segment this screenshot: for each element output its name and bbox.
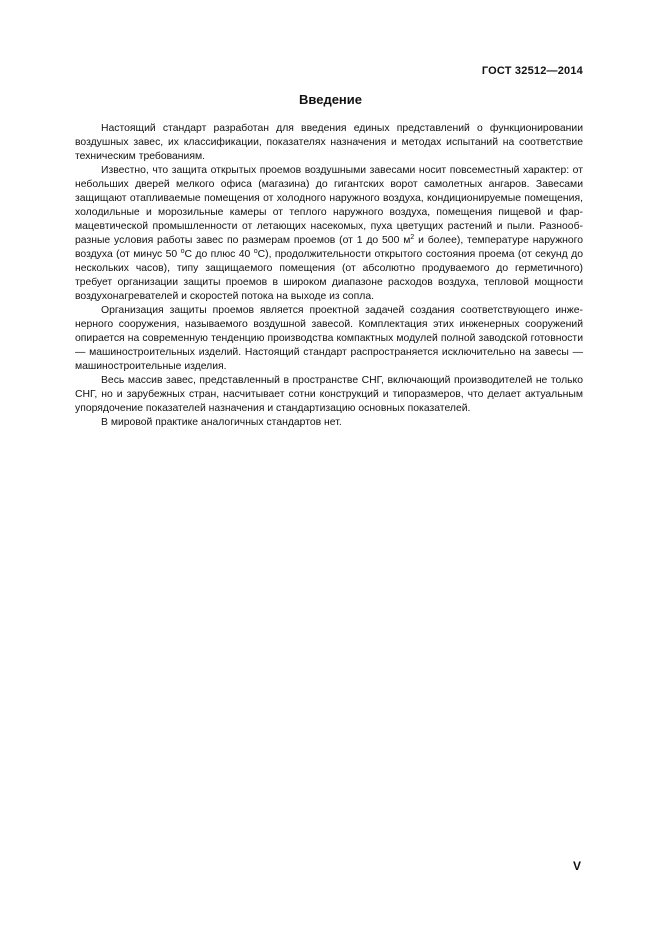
section-title: Введение <box>299 92 362 107</box>
paragraph-organization: Организация защиты проемов является проектной задачей создания соответствующего инженерного сооружения, называемого воздушной завесой. Комплектация этих инженерных сооружений опирается на современную тенденцию производства компактных модулей полной заводской готовности — машиностроительных изделий. Настоящий стандарт распространяется исключительно на завесы — машиностроительные изделия. <box>75 305 583 372</box>
paragraph-applications-text-3: С до плюс 40 <box>184 249 254 260</box>
paragraph-purpose: Настоящий стандарт разработан для введения единых представлений о функционировании воздушных завес, их классификации, показателях назначения и методах испытаний на соответствие техническим требованиям. <box>75 123 583 162</box>
superscript-degree-1: о <box>180 248 185 255</box>
paragraph-applications <box>75 164 583 304</box>
body-text <box>75 122 583 430</box>
paragraph-applications-text-2: и более), температуре наружного воздуха (от минус 50 <box>75 235 583 260</box>
page-number: V <box>572 859 581 873</box>
superscript-square: 2 <box>410 234 415 241</box>
paragraph-applications-text-4: С), продолжительности открытого состояния проема (от секунд до нескольких часов), типу защищаемого помещения (от абсолютно продуваемого до герметичного) требует организации защиты проемов в широком диапазоне расходов воздуха, тепловой мощности воздухонагревателей и скоростей потока на выходе из сопла. <box>75 249 583 302</box>
paragraph-world-practice: В мировой практике аналогичных стандартов нет. <box>101 417 342 428</box>
document-code: ГОСТ 32512—2014 <box>481 65 583 77</box>
paragraph-applications-text-1: Известно, что защита открытых проемов воздушными завесами носит повсеместный характер: от небольших дверей мелкого офиса (магазина) до гигантских ворот самолетных ангаров. Завесами защищают отапливаемые помещения от холодного наружного воздуха, кондиционируемые помещения, холодильные и морозильные камеры от теплого наружного воздуха, помещения пищевой и фармацевтической промышленности от летающих насекомых, пуха цветущих растений и пыли. Разнообразные условия работы завес по размерам проемов (от 1 до 500 м <box>75 165 583 246</box>
paragraph-market: Весь массив завес, представленный в пространстве СНГ, включающий производителей не только СНГ, но и зарубежных стран, насчитывает сотни конструкций и типоразмеров, что делает актуальным упорядочение показателей назначения и стандартизацию основных показателей. <box>75 375 583 414</box>
superscript-degree-2: о <box>253 248 258 255</box>
